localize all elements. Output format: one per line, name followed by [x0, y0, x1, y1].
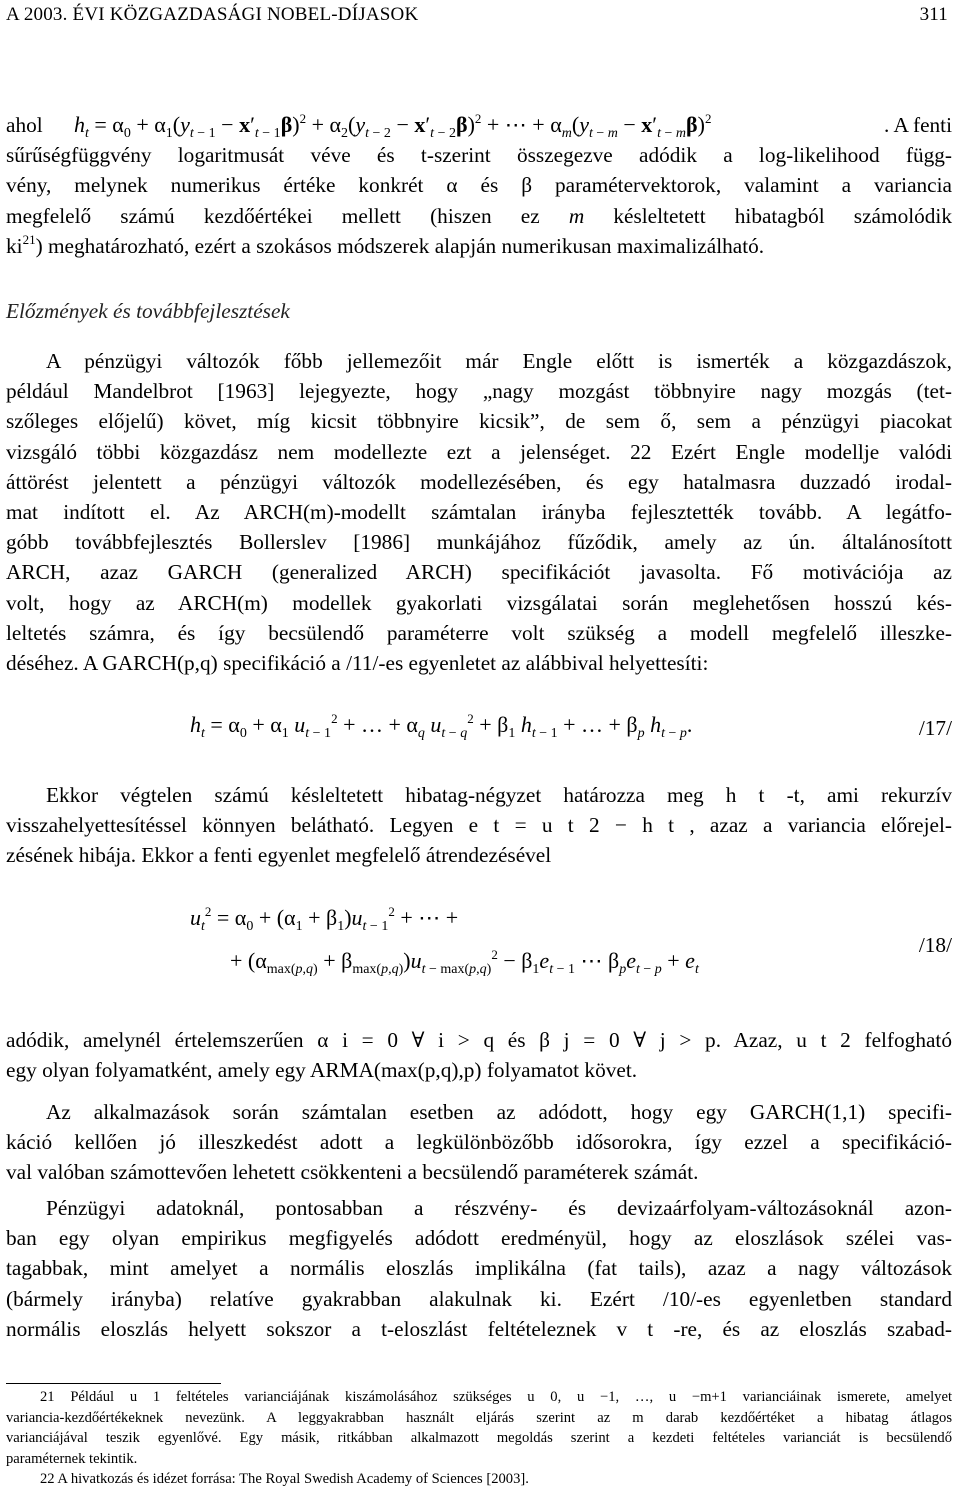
- p4-line: Az alkalmazások során számtalan esetben az adódott, hogy egy GARCH(1,1) specifi-: [46, 1100, 952, 1124]
- p5-line: (bármely irányba) relatíve gyakrabban alakulnak ki. Ezért /10/-es egyenletben standard: [6, 1286, 952, 1311]
- p1-line: déséhez. A GARCH(p,q) specifikáció a /11/-es egyenletet az alábbival helyettesíti:: [6, 651, 709, 676]
- fn21-line: paraméternek tekintik.: [6, 1450, 138, 1467]
- intro-lead: ahol: [6, 113, 43, 137]
- p1-line: A pénzügyi változók főbb jellemezőit már Engle előtt is ismerték a közgazdászok,: [46, 349, 952, 373]
- p3-line: egy olyan folyamatként, amely egy ARMA(max(p,q),p) folyamatot követ.: [6, 1058, 638, 1083]
- p2-line: zésének hibája. Ekkor a fenti egyenlet megfelelő átrendezésével: [6, 843, 552, 868]
- formula-ht: $h_t = \alpha_0 + \alpha_1(y_{t - 1} - x'_{t - 1}\beta)^2 + \alpha_2(y_{t - 2} - x'_{t - 2}\beta)^2$ + ⋯ + $\alpha_m(y_{t - m} - x'_{t - m}\beta)^2$: [74, 111, 712, 141]
- p3-line: adódik, amelynél értelemszerűen α i = 0 ∀ i > q és β j = 0 ∀ j > p. Azaz, u t 2 felfogható: [6, 1028, 952, 1052]
- intro-line-5: $ki^{21}$) meghatározható, ezért a szokásos módszerek alapján numerikusan maximalizálható.: [6, 231, 765, 258]
- page-number: 311: [919, 4, 948, 25]
- footnote-rule: [6, 1383, 221, 1384]
- fn21-line: 21 Például u 1 feltételes varianciájának kiszámolásához szükséges u 0, u −1, …, u −m+1 varianciáinak ismerete, amelyet: [40, 1389, 952, 1405]
- p4-line: val valóban számottevően lehetett csökkenteni a becsülendő paraméterek számát.: [6, 1160, 699, 1185]
- p1-line: szőleges előjelű) követ, míg kicsit többnyire kicsik”, de sem ő, sem a pénzügyi piacokat: [6, 409, 952, 434]
- paragraph-2: [6, 780, 952, 871]
- paragraph-1: [6, 346, 952, 678]
- footnote-21: [6, 1387, 952, 1490]
- intro-line-2: sűrűségfüggvény logaritmusát véve és t-szerint összegezve adódik a log-likelihood függ-: [6, 143, 952, 168]
- equation-17: $h_t = \alpha_0 + \alpha_1$ $u_{t - 1}^2$ + … + $\alpha_q$ $u_{t - q}^2 + \beta_1$ $h_{t - 1}$ + … + $\beta_p$ $h_{t - p}$.: [190, 711, 693, 741]
- p1-line: például Mandelbrot [1963] lejegyezte, hogy „nagy mozgást többnyire nagy mozgás (tet-: [6, 379, 952, 404]
- equation-18-line-2: + $(\alpha_{max(p,q)} + \beta_{max(p,q)})u_{t - max(p,q)}^2 - \beta_1e_{t - 1}$ ⋯ $\beta_pe_{t - p} + e_t$: [230, 947, 699, 977]
- p1-line: volt, hogy az ARCH(m) modellek gyakorlati vizsgálatai során meglehetősen hosszú kés-: [6, 590, 952, 615]
- p5-line: normális eloszlás helyett sokszor a t-eloszlást feltételeznek v t -re, és az eloszlás szabad-: [6, 1316, 952, 1341]
- intro-line-4: megfelelő számú kezdőértékei mellett (hiszen ez m késleltetett hibatagból számolódik: [6, 203, 952, 228]
- p2-line: Ekkor végtelen számú késleltetett hibatag-négyzet határozza meg h t -t, ami rekurzív: [46, 783, 952, 807]
- p1-line: góbb továbbfejlesztés Bollerslev [1986] munkájához fűződik, amely az ún. általánosított: [6, 530, 952, 555]
- intro-line-3: vény, melynek numerikus értéke konkrét α és β paramétervektorok, valamint a variancia: [6, 173, 952, 198]
- paragraph-4: [6, 1097, 952, 1188]
- paragraph-5: [6, 1193, 952, 1344]
- p1-line: áttörést jelentett a pénzügyi változók modellezésében, és egy hatalmasra duzzadó irodal-: [6, 469, 952, 494]
- p4-line: káció kellően jó illeszkedést adott a legkülönbözőbb idősorokra, így ezzel a specifikáció-: [6, 1130, 952, 1155]
- section-heading: Előzmények és továbbfejlesztések: [6, 299, 290, 323]
- p5-line: ban egy olyan empirikus megfigyelés adódott eredményül, hogy az eloszlások szélei vas-: [6, 1226, 952, 1251]
- equation-17-label: /17/: [918, 716, 952, 740]
- running-header: [6, 4, 948, 26]
- p1-line: leltetés számra, és így becsülendő paraméterre volt szükség a modell megfelelő illeszke-: [6, 620, 952, 645]
- running-title: A 2003. ÉVI KÖZGAZDASÁGI NOBEL-DÍJASOK: [6, 4, 419, 25]
- footnote-22: 22 A hivatkozás és idézet forrása: The Royal Swedish Academy of Sciences [2003].: [40, 1471, 529, 1487]
- fn21-line: varianciájával teszik egyenlővé. Egy másik, ritkábban alkalmazott megoldás szerint a kezdeti feltételes varianciát is becsülendő: [6, 1430, 952, 1446]
- p5-line: tagabbak, mint amelyet a normális eloszlás implikálna (fat tails), azaz a nagy változások: [6, 1256, 952, 1281]
- p1-line: mat indított el. Az ARCH(m)-modellt számtalan irányba fejlesztették tovább. A legátfo-: [6, 500, 952, 525]
- intro-line-1: [6, 110, 952, 140]
- intro-paragraph: [6, 110, 952, 261]
- p5-line: Pénzügyi adatoknál, pontosabban a részvény- és devizaárfolyam-változásoknál azon-: [46, 1196, 952, 1220]
- paragraph-3: [6, 1025, 952, 1085]
- intro-tail: . A fenti: [883, 113, 952, 137]
- p2-line: visszahelyettesítéssel könnyen belátható. Legyen e t = u t 2 − h t , azaz a variancia előrejel-: [6, 813, 952, 838]
- fn21-line: variancia-kezdőértékeknek nevezünk. A leggyakrabban használt eljárás szerint az m darab kezdőértéket a hibatag átlagos: [6, 1409, 952, 1426]
- p1-line: ARCH, azaz GARCH (generalized ARCH) specifikációt javasolta. Fő motivációja az: [6, 560, 952, 585]
- equation-18-label: /18/: [918, 933, 952, 957]
- p1-line: vizsgáló többi közgazdász nem modellezte ezt a jelenséget. 22 Ezért Engle modellje valódi: [6, 439, 952, 464]
- equation-18-line-1: $u_t^2 = \alpha_0 + (\alpha_1 + \beta_1)u_{t - 1}^2$ + ⋯ +: [190, 904, 459, 934]
